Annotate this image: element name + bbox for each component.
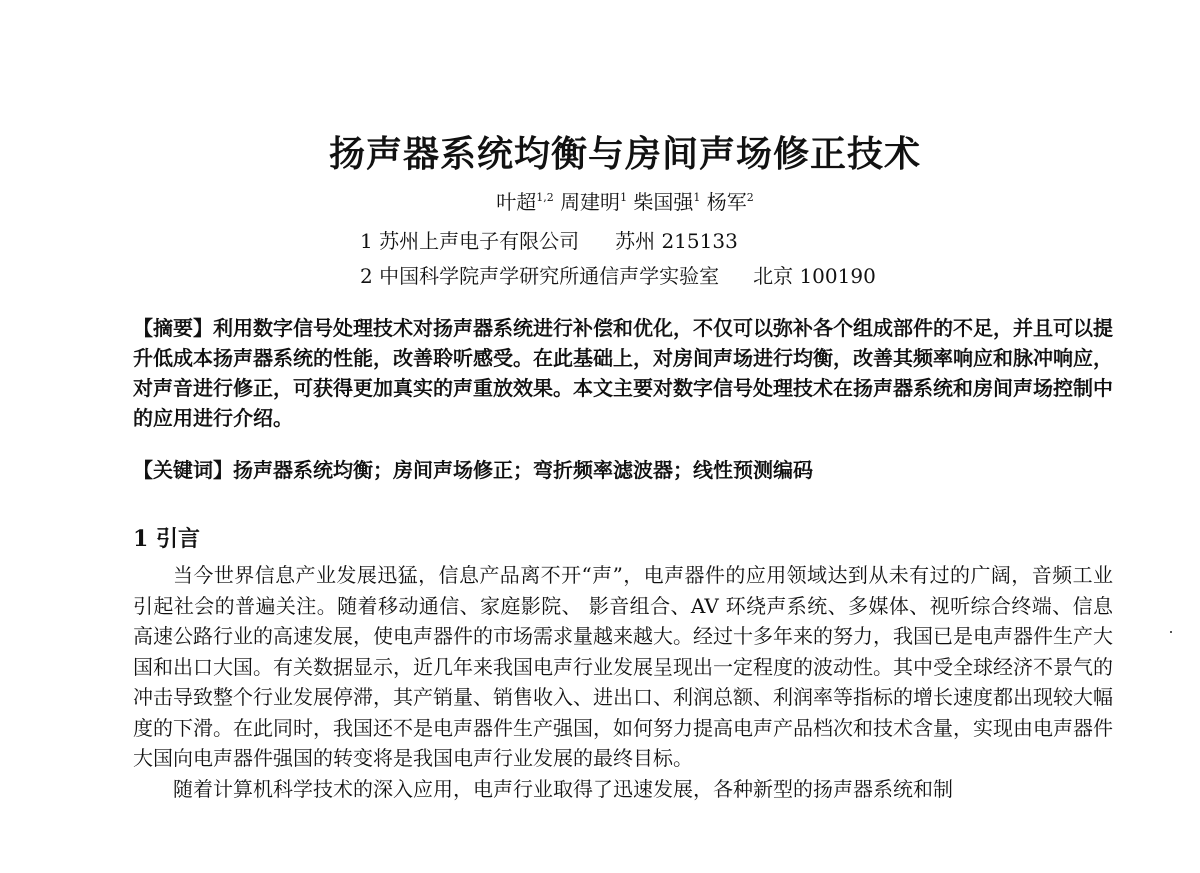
body-paragraph: 随着计算机科学技术的深入应用，电声行业取得了迅速发展，各种新型的扬声器系统和制 [173, 776, 953, 801]
affiliation-postcode: 215133 [661, 229, 738, 253]
keywords-label: 【关键词】 [133, 458, 233, 482]
abstract-label: 【摘要】 [133, 316, 213, 340]
affiliation-number: 2 [360, 264, 373, 288]
affiliation-mark: 1 [620, 191, 628, 204]
author-name: 叶超 [496, 190, 537, 214]
body-paragraph: 当今世界信息产业发展迅猛，信息产品离不开“声”，电声器件的应用领域达到从未有过的广阔，音频工业引起社会的普遍关注。随着移动通信、家庭影院、 影音组合、AV 环绕声系统、多媒体、视听综合终端、信息高速公路行业的高速发展，使电声器件的市场需求量越来越大。经过十多年来的努力，我国已是电声器件生产大国和出口大国。有关数据显示，近几年来我国电声行业发展呈现出一定程度的波动性。其中受全球经济不景气的冲击导致整个行业发展停滞，其产销量、销售收入、进出口、利润总额、利润率等指标的增长速度都出现较大幅度的下滑。在此同时，我国还不是电声器件生产强国，如何努力提高电声产品档次和技术含量，实现由电声器件大国向电声器件强国的转变将是我国电声行业发展的最终目标。 [133, 563, 1113, 770]
affiliation-mark: 1,2 [536, 191, 554, 204]
affiliation-1 [360, 225, 738, 254]
scan-speck [1170, 631, 1172, 633]
affiliation-mark: 2 [746, 191, 754, 204]
affiliation-city: 苏州 [615, 229, 656, 253]
affiliation-org: 中国科学院声学研究所通信声学实验室 [379, 264, 720, 288]
author-list [0, 186, 1200, 215]
affiliation-postcode: 100190 [799, 264, 876, 288]
author-name: 柴国强 [633, 190, 694, 214]
affiliation-number: 1 [360, 229, 373, 253]
affiliation-mark: 1 [693, 191, 701, 204]
keywords-text: 扬声器系统均衡；房间声场修正；弯折频率滤波器；线性预测编码 [233, 458, 813, 482]
keywords [133, 454, 1113, 483]
section-heading-introduction: 1 引言 [133, 526, 200, 552]
abstract-text: 利用数字信号处理技术对扬声器系统进行补偿和优化，不仅可以弥补各个组成部件的不足，并且可以提升低成本扬声器系统的性能，改善聆听感受。在此基础上，对房间声场进行均衡，改善其频率响应和脉冲响应，对声音进行修正，可获得更加真实的声重放效果。本文主要对数字信号处理技术在扬声器系统和房间声场控制中的应用进行介绍。 [133, 316, 1113, 430]
author-name: 周建明 [560, 190, 621, 214]
affiliation-city: 北京 [753, 264, 794, 288]
affiliation-org: 苏州上声电子有限公司 [379, 229, 580, 253]
author-name: 杨军 [706, 190, 747, 214]
paper-title: 扬声器系统均衡与房间声场修正技术 [328, 133, 921, 175]
abstract [133, 313, 1113, 433]
section-body [133, 560, 1113, 804]
affiliation-2 [360, 260, 876, 289]
